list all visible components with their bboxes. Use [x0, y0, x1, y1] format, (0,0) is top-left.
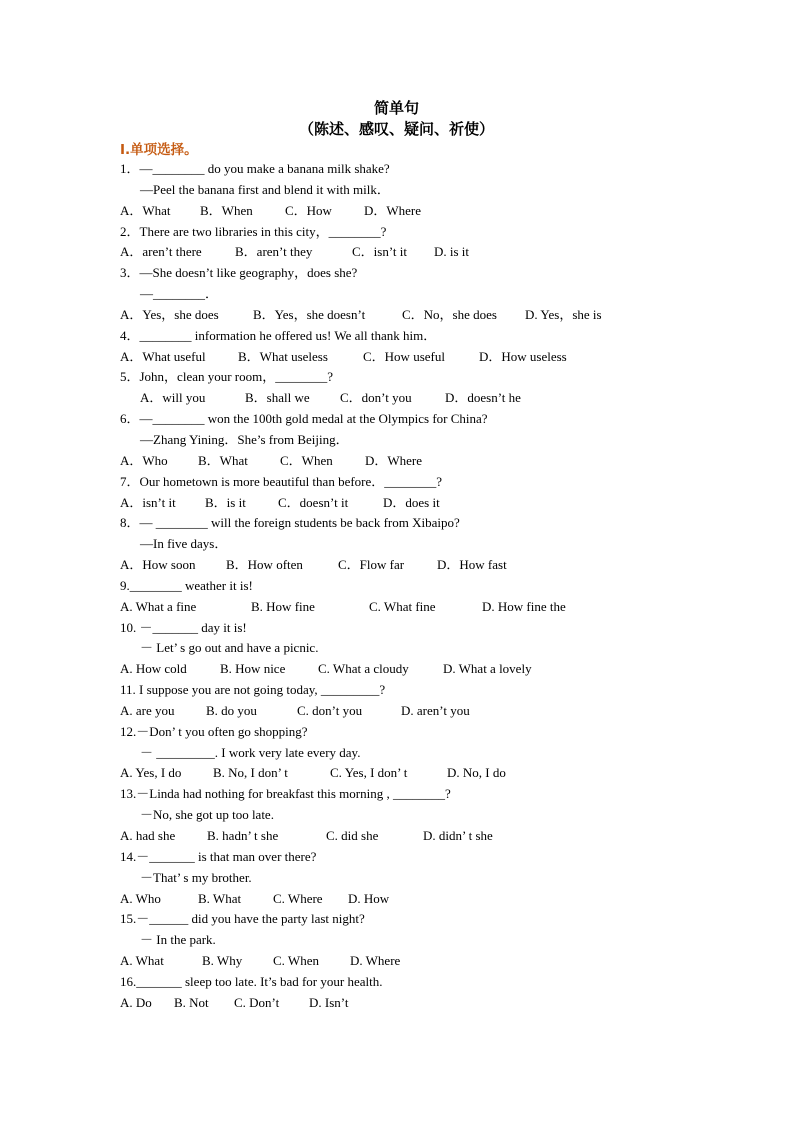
- options-row: [120, 889, 680, 910]
- option-a: A. Who: [120, 890, 161, 906]
- question-stem: 12.－Don’ t you often go shopping?: [120, 723, 308, 739]
- options-row: [120, 659, 680, 680]
- question-stem: 8．— ________ will the foreign students be back from Xibaipo?: [120, 515, 460, 531]
- question-dialogue-line: —In five days．: [140, 536, 228, 552]
- question-item: [120, 972, 680, 1014]
- option-a: A．isn’t it: [120, 494, 176, 510]
- option-a: A．What: [120, 202, 171, 218]
- question-item: [120, 367, 680, 409]
- option-d: D．does it: [383, 494, 440, 510]
- option-d: D. How: [348, 890, 390, 906]
- option-b: B．Yes，she doesn’t: [253, 306, 366, 322]
- question-item: [120, 722, 680, 785]
- options-row: [120, 493, 680, 514]
- question-item: [120, 513, 680, 576]
- section-heading: I.单项选择。: [120, 142, 198, 158]
- question-item: [120, 618, 680, 681]
- option-d: D．doesn’t he: [445, 390, 521, 406]
- options-row: [120, 951, 680, 972]
- question-dialogue-line: － _________. I work very late every day.: [140, 744, 361, 760]
- option-d: D. No, I do: [447, 765, 506, 781]
- option-a: A．Yes，she does: [120, 306, 219, 322]
- question-dialogue-line: － Let’ s go out and have a picnic.: [140, 640, 319, 656]
- question-item: [120, 472, 680, 514]
- question-dialogue-line: —Zhang Yining．She’s from Beijing．: [140, 431, 349, 447]
- question-item: [120, 847, 680, 910]
- option-b: B．When: [200, 202, 253, 218]
- options-row: [120, 993, 680, 1014]
- question-dialogue-line: —________．: [140, 286, 219, 302]
- option-d: D. What a lovely: [443, 661, 532, 677]
- question-stem: 5．John，clean your room，________?: [120, 369, 334, 385]
- option-d: D. Yes，she is: [525, 306, 602, 322]
- option-b: B．aren’t they: [235, 244, 313, 260]
- question-stem: 6．—________ won the 100th gold medal at the Olympics for China?: [120, 411, 488, 427]
- option-c: C. When: [273, 953, 319, 969]
- option-b: B. No, I don’ t: [213, 765, 288, 781]
- option-d: D. aren’t you: [401, 702, 470, 718]
- question-stem: 7．Our hometown is more beautiful than before．________?: [120, 473, 443, 489]
- option-d: D. Where: [350, 953, 401, 969]
- option-c: C. Yes, I don’ t: [330, 765, 408, 781]
- option-a: A. How cold: [120, 661, 187, 677]
- option-a: A．will you: [140, 390, 206, 406]
- option-c: C. What fine: [369, 598, 436, 614]
- options-row: [120, 347, 680, 368]
- question-stem: 15.－______ did you have the party last night?: [120, 911, 365, 927]
- options-row: [120, 388, 680, 409]
- option-b: B. hadn’ t she: [207, 828, 279, 843]
- options-row: [120, 701, 680, 722]
- option-b: B. How nice: [220, 661, 286, 677]
- option-d: D．How fast: [437, 557, 507, 573]
- question-stem: 2．There are two libraries in this city，________?: [120, 223, 387, 239]
- question-stem: 9.________ weather it is!: [120, 577, 253, 593]
- options-row: [120, 597, 680, 618]
- option-a: A. Do: [120, 994, 152, 1010]
- question-stem: 3．—She doesn’t like geography，does she?: [120, 265, 358, 281]
- option-a: A．Who: [120, 452, 168, 468]
- question-dialogue-line: － In the park.: [140, 932, 216, 948]
- option-c: C．isn’t it: [352, 244, 408, 260]
- option-c: C．When: [280, 452, 333, 468]
- option-a: A．aren’t there: [120, 244, 202, 260]
- question-item: [120, 909, 680, 972]
- option-d: D．How useless: [479, 348, 567, 364]
- options-row: [120, 305, 680, 326]
- question-list: [120, 159, 680, 1014]
- question-item: [120, 409, 680, 472]
- page-title: 简单句: [373, 99, 419, 117]
- option-d: D．Where: [364, 202, 422, 218]
- question-item: [120, 576, 680, 618]
- option-a: A. What: [120, 953, 164, 969]
- option-b: B．What: [198, 452, 248, 468]
- page-subtitle: （陈述、感叹、疑问、祈使）: [298, 120, 494, 138]
- option-d: D. Isn’t: [309, 994, 349, 1010]
- option-c: C．How useful: [363, 348, 445, 364]
- option-c: C. Don’t: [234, 994, 280, 1010]
- question-dialogue-line: －That’ s my brother.: [140, 869, 252, 885]
- option-b: B．What useless: [238, 348, 328, 364]
- question-dialogue-line: －No, she got up too late.: [140, 807, 274, 823]
- question-item: [120, 222, 680, 264]
- option-a: A. What a fine: [120, 598, 197, 614]
- options-row: [120, 826, 680, 847]
- options-row: [120, 763, 680, 784]
- option-c: C．How: [285, 202, 332, 218]
- option-c: C. What a cloudy: [318, 661, 409, 677]
- question-dialogue-line: —Peel the banana first and blend it with milk．: [140, 181, 390, 197]
- option-c: C．doesn’t it: [278, 494, 349, 510]
- options-row: [120, 451, 680, 472]
- option-d: D. is it: [434, 244, 470, 260]
- option-d: D. How fine the: [482, 598, 566, 614]
- option-b: B．How often: [226, 557, 303, 573]
- options-row: [120, 555, 680, 576]
- option-d: D．Where: [365, 452, 423, 468]
- option-c: C．don’t you: [340, 390, 412, 406]
- option-d: D. didn’ t she: [423, 828, 493, 843]
- option-a: A．What useful: [120, 348, 206, 364]
- option-b: B. What: [198, 890, 242, 906]
- option-a: A. Yes, I do: [120, 765, 182, 781]
- option-a: A. had she: [120, 828, 176, 843]
- option-a: A．How soon: [120, 557, 196, 573]
- option-c: C．No，she does: [402, 306, 497, 322]
- options-row: [120, 201, 680, 222]
- option-c: C．Flow far: [338, 557, 405, 573]
- question-item: [120, 159, 680, 222]
- option-c: C. did she: [326, 828, 379, 843]
- question-stem: 14.－_______ is that man over there?: [120, 848, 317, 864]
- question-item: [120, 784, 680, 847]
- option-b: B．shall we: [245, 390, 310, 406]
- question-stem: 16._______ sleep too late. It’s bad for your health.: [120, 973, 383, 989]
- option-a: A. are you: [120, 702, 175, 718]
- question-item: [120, 263, 680, 326]
- question-stem: 4．________ information he offered us! We all thank him．: [120, 327, 437, 343]
- option-b: B．is it: [205, 494, 246, 510]
- option-c: C. Where: [273, 890, 323, 906]
- option-c: C. don’t you: [297, 702, 363, 718]
- question-stem: 11. I suppose you are not going today, _________?: [120, 682, 386, 698]
- option-b: B. Why: [202, 953, 243, 969]
- question-item: [120, 680, 680, 722]
- question-stem: 10. －_______ day it is!: [120, 619, 247, 635]
- question-item: [120, 326, 680, 368]
- options-row: [120, 242, 680, 263]
- option-b: B. Not: [174, 994, 209, 1010]
- question-stem: 1．—________ do you make a banana milk shake?: [120, 161, 390, 176]
- option-b: B. How fine: [251, 598, 315, 614]
- question-stem: 13.－Linda had nothing for breakfast this morning , ________?: [120, 786, 451, 802]
- option-b: B. do you: [206, 702, 257, 718]
